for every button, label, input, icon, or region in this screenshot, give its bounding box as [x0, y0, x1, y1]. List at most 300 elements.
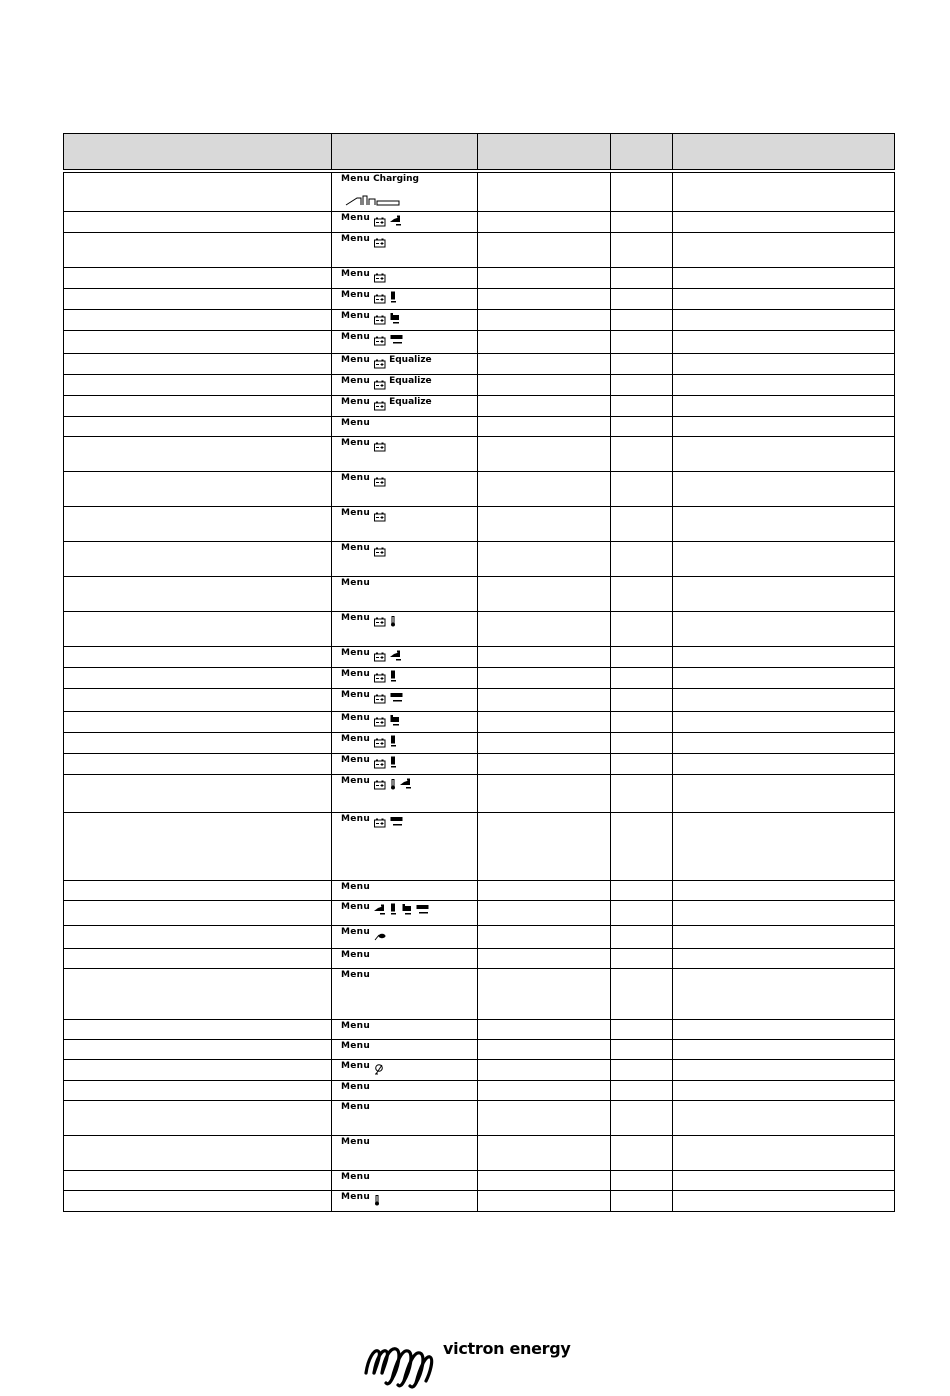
- menu-label: Menu: [341, 174, 371, 184]
- default-cell: [611, 577, 673, 612]
- default-cell: [611, 268, 673, 289]
- float-icon: [402, 903, 412, 921]
- notes-cell: [673, 417, 895, 437]
- description-cell: [64, 289, 332, 310]
- settings-table: [63, 133, 895, 1212]
- menu-label: Menu: [341, 269, 371, 279]
- range-cell: [478, 1060, 611, 1081]
- description-cell: [64, 1171, 332, 1191]
- menu-label: Menu: [341, 397, 371, 407]
- range-cell: [478, 775, 611, 813]
- menu-cell: [332, 813, 478, 881]
- battery-icon: [374, 377, 386, 395]
- storage-icon: [390, 815, 404, 833]
- range-cell: [478, 173, 611, 212]
- menu-cell: [332, 926, 478, 949]
- table-row: [64, 310, 895, 331]
- thermometer-icon: [390, 614, 396, 632]
- notes-cell: [673, 289, 895, 310]
- description-cell: [64, 689, 332, 712]
- menu-cell: [332, 881, 478, 901]
- notes-cell: [673, 1081, 895, 1101]
- table-row: [64, 712, 895, 733]
- absorption-icon: [390, 291, 398, 309]
- table-row: [64, 1081, 895, 1101]
- menu-label: Menu: [341, 508, 371, 518]
- table-row: [64, 1060, 895, 1081]
- storage-icon: [390, 691, 404, 709]
- battery-icon: [374, 670, 386, 688]
- float-icon: [390, 714, 400, 732]
- description-cell: [64, 775, 332, 813]
- menu-cell: [332, 212, 478, 233]
- table-row: [64, 212, 895, 233]
- table-row: [64, 668, 895, 689]
- default-cell: [611, 212, 673, 233]
- absorption-icon: [390, 735, 398, 753]
- menu-label: Menu: [341, 1082, 371, 1092]
- plug-icon: [374, 1062, 384, 1080]
- range-cell: [478, 472, 611, 507]
- description-cell: [64, 212, 332, 233]
- notes-cell: [673, 712, 895, 733]
- description-cell: [64, 668, 332, 689]
- description-cell: [64, 1101, 332, 1136]
- lithium-icon: [390, 214, 402, 232]
- notes-cell: [673, 689, 895, 712]
- battery-icon: [374, 439, 386, 457]
- description-cell: [64, 354, 332, 375]
- battery-icon: [374, 312, 386, 330]
- header-cell-notes: [673, 134, 895, 170]
- header-cell-range: [478, 134, 611, 170]
- table-row: [64, 1171, 895, 1191]
- default-cell: [611, 1171, 673, 1191]
- range-cell: [478, 437, 611, 472]
- menu-label: Menu: [341, 355, 371, 365]
- range-cell: [478, 668, 611, 689]
- notes-cell: [673, 1020, 895, 1040]
- menu-cell: [332, 173, 478, 212]
- menu-cell: [332, 289, 478, 310]
- menu-label: Menu: [341, 418, 371, 428]
- table-row: [64, 1020, 895, 1040]
- battery-icon: [374, 356, 386, 374]
- battery-icon: [374, 398, 386, 416]
- description-cell: [64, 1060, 332, 1081]
- notes-cell: [673, 1040, 895, 1060]
- menu-cell: [332, 647, 478, 668]
- default-cell: [611, 1060, 673, 1081]
- menu-cell: [332, 472, 478, 507]
- menu-sub-label: Charging: [373, 174, 419, 184]
- notes-cell: [673, 949, 895, 969]
- default-cell: [611, 901, 673, 926]
- default-cell: [611, 507, 673, 542]
- table-row: [64, 926, 895, 949]
- menu-label: Menu: [341, 927, 371, 937]
- table-row: [64, 1101, 895, 1136]
- default-cell: [611, 1020, 673, 1040]
- default-cell: [611, 689, 673, 712]
- range-cell: [478, 969, 611, 1020]
- battery-icon: [374, 714, 386, 732]
- default-cell: [611, 1101, 673, 1136]
- battery-icon: [374, 333, 386, 351]
- notes-cell: [673, 577, 895, 612]
- table-row: [64, 775, 895, 813]
- lithium-icon: [390, 649, 402, 667]
- menu-label: Menu: [341, 332, 371, 342]
- range-cell: [478, 1136, 611, 1171]
- notes-cell: [673, 268, 895, 289]
- notes-cell: [673, 396, 895, 417]
- table-row: [64, 689, 895, 712]
- battery-icon: [374, 691, 386, 709]
- description-cell: [64, 733, 332, 754]
- notes-cell: [673, 881, 895, 901]
- description-cell: [64, 926, 332, 949]
- table-row: [64, 289, 895, 310]
- table-row: [64, 472, 895, 507]
- battery-icon: [374, 614, 386, 632]
- absorption-icon: [390, 903, 398, 921]
- menu-label: Menu: [341, 438, 371, 448]
- default-cell: [611, 310, 673, 331]
- menu-cell: [332, 396, 478, 417]
- notes-cell: [673, 1171, 895, 1191]
- menu-label: Menu: [341, 1061, 371, 1071]
- menu-cell: [332, 354, 478, 375]
- description-cell: [64, 813, 332, 881]
- default-cell: [611, 331, 673, 354]
- table-row: [64, 354, 895, 375]
- table-row: [64, 647, 895, 668]
- default-cell: [611, 647, 673, 668]
- notes-cell: [673, 733, 895, 754]
- menu-cell: [332, 775, 478, 813]
- menu-cell: [332, 1136, 478, 1171]
- default-cell: [611, 926, 673, 949]
- battery-icon: [374, 509, 386, 527]
- range-cell: [478, 1171, 611, 1191]
- menu-label: Menu: [341, 734, 371, 744]
- description-cell: [64, 1081, 332, 1101]
- menu-label: Menu: [341, 1102, 371, 1112]
- menu-label: Menu: [341, 882, 371, 892]
- battery-icon: [374, 756, 386, 774]
- storage-icon: [416, 903, 430, 921]
- default-cell: [611, 754, 673, 775]
- menu-label: Menu: [341, 690, 371, 700]
- table-row: [64, 733, 895, 754]
- menu-label: Menu: [341, 473, 371, 483]
- battery-icon: [374, 649, 386, 667]
- menu-cell: [332, 901, 478, 926]
- table-header-row: [64, 134, 895, 170]
- table-row: [64, 375, 895, 396]
- notes-cell: [673, 1136, 895, 1171]
- range-cell: [478, 754, 611, 775]
- range-cell: [478, 331, 611, 354]
- table-row: [64, 881, 895, 901]
- table-row: [64, 969, 895, 1020]
- table-row: [64, 949, 895, 969]
- pen-icon: [374, 928, 386, 946]
- range-cell: [478, 813, 611, 881]
- notes-cell: [673, 813, 895, 881]
- menu-label: Menu: [341, 376, 371, 386]
- range-cell: [478, 1101, 611, 1136]
- table-row: [64, 268, 895, 289]
- description-cell: [64, 233, 332, 268]
- range-cell: [478, 310, 611, 331]
- battery-icon: [374, 214, 386, 232]
- description-cell: [64, 417, 332, 437]
- default-cell: [611, 712, 673, 733]
- battery-icon: [374, 777, 386, 795]
- menu-cell: [332, 577, 478, 612]
- notes-cell: [673, 1191, 895, 1212]
- description-cell: [64, 375, 332, 396]
- default-cell: [611, 354, 673, 375]
- absorption-icon: [390, 756, 398, 774]
- battery-icon: [374, 735, 386, 753]
- menu-cell: [332, 612, 478, 647]
- default-cell: [611, 289, 673, 310]
- menu-cell: [332, 1101, 478, 1136]
- notes-cell: [673, 310, 895, 331]
- charge-curve-icon: [345, 193, 401, 211]
- description-cell: [64, 901, 332, 926]
- range-cell: [478, 733, 611, 754]
- notes-cell: [673, 173, 895, 212]
- menu-cell: [332, 668, 478, 689]
- default-cell: [611, 813, 673, 881]
- menu-cell: [332, 1040, 478, 1060]
- menu-cell: [332, 949, 478, 969]
- menu-label: Menu: [341, 648, 371, 658]
- default-cell: [611, 1191, 673, 1212]
- notes-cell: [673, 969, 895, 1020]
- description-cell: [64, 1191, 332, 1212]
- menu-label: Menu: [341, 578, 371, 588]
- range-cell: [478, 612, 611, 647]
- float-icon: [390, 312, 400, 330]
- notes-cell: [673, 437, 895, 472]
- table-row: [64, 901, 895, 926]
- notes-cell: [673, 668, 895, 689]
- menu-label: Menu: [341, 234, 371, 244]
- range-cell: [478, 949, 611, 969]
- range-cell: [478, 1081, 611, 1101]
- table-row: [64, 754, 895, 775]
- description-cell: [64, 647, 332, 668]
- menu-cell: [332, 542, 478, 577]
- table-row: [64, 813, 895, 881]
- range-cell: [478, 233, 611, 268]
- menu-label: Menu: [341, 814, 371, 824]
- menu-cell: [332, 733, 478, 754]
- battery-icon: [374, 815, 386, 833]
- description-cell: [64, 331, 332, 354]
- thermometer-icon: [390, 777, 396, 795]
- description-cell: [64, 268, 332, 289]
- default-cell: [611, 949, 673, 969]
- range-cell: [478, 881, 611, 901]
- menu-cell: [332, 754, 478, 775]
- notes-cell: [673, 926, 895, 949]
- menu-cell: [332, 437, 478, 472]
- description-cell: [64, 712, 332, 733]
- menu-cell: [332, 233, 478, 268]
- notes-cell: [673, 1060, 895, 1081]
- menu-sub-label: Equalize: [389, 376, 432, 386]
- notes-cell: [673, 233, 895, 268]
- description-cell: [64, 396, 332, 417]
- description-cell: [64, 881, 332, 901]
- table-row: [64, 1191, 895, 1212]
- menu-cell: [332, 310, 478, 331]
- default-cell: [611, 1136, 673, 1171]
- notes-cell: [673, 901, 895, 926]
- table-row: [64, 612, 895, 647]
- table-row: [64, 396, 895, 417]
- victron-swirl-logo-icon: [362, 1339, 438, 1389]
- description-cell: [64, 173, 332, 212]
- notes-cell: [673, 354, 895, 375]
- default-cell: [611, 1081, 673, 1101]
- notes-cell: [673, 1101, 895, 1136]
- menu-cell: [332, 1060, 478, 1081]
- lithium-icon: [400, 777, 412, 795]
- absorption-icon: [390, 670, 398, 688]
- description-cell: [64, 949, 332, 969]
- range-cell: [478, 507, 611, 542]
- menu-label: Menu: [341, 950, 371, 960]
- default-cell: [611, 775, 673, 813]
- battery-icon: [374, 270, 386, 288]
- description-cell: [64, 612, 332, 647]
- header-cell-menu: [332, 134, 478, 170]
- range-cell: [478, 1020, 611, 1040]
- menu-cell: [332, 331, 478, 354]
- menu-label: Menu: [341, 543, 371, 553]
- menu-cell: [332, 268, 478, 289]
- description-cell: [64, 472, 332, 507]
- range-cell: [478, 901, 611, 926]
- menu-label: Menu: [341, 970, 371, 980]
- default-cell: [611, 542, 673, 577]
- menu-cell: [332, 417, 478, 437]
- menu-label: Menu: [341, 290, 371, 300]
- notes-cell: [673, 542, 895, 577]
- menu-cell: [332, 375, 478, 396]
- notes-cell: [673, 647, 895, 668]
- battery-icon: [374, 291, 386, 309]
- range-cell: [478, 417, 611, 437]
- description-cell: [64, 969, 332, 1020]
- menu-cell: [332, 1191, 478, 1212]
- table-row: [64, 437, 895, 472]
- notes-cell: [673, 331, 895, 354]
- range-cell: [478, 375, 611, 396]
- range-cell: [478, 712, 611, 733]
- notes-cell: [673, 375, 895, 396]
- notes-cell: [673, 775, 895, 813]
- notes-cell: [673, 212, 895, 233]
- header-cell-default: [611, 134, 673, 170]
- lithium-icon: [374, 903, 386, 921]
- range-cell: [478, 542, 611, 577]
- menu-cell: [332, 1171, 478, 1191]
- description-cell: [64, 577, 332, 612]
- battery-icon: [374, 474, 386, 492]
- menu-cell: [332, 969, 478, 1020]
- menu-label: Menu: [341, 213, 371, 223]
- menu-label: Menu: [341, 311, 371, 321]
- menu-label: Menu: [341, 713, 371, 723]
- menu-label: Menu: [341, 902, 371, 912]
- menu-sub-label: Equalize: [389, 355, 432, 365]
- default-cell: [611, 733, 673, 754]
- description-cell: [64, 1040, 332, 1060]
- table-row: [64, 331, 895, 354]
- table-row: [64, 577, 895, 612]
- menu-label: Menu: [341, 1192, 371, 1202]
- notes-cell: [673, 754, 895, 775]
- storage-icon: [390, 333, 404, 351]
- description-cell: [64, 507, 332, 542]
- default-cell: [611, 375, 673, 396]
- menu-cell: [332, 1081, 478, 1101]
- default-cell: [611, 612, 673, 647]
- range-cell: [478, 289, 611, 310]
- menu-cell: [332, 712, 478, 733]
- table-row: [64, 507, 895, 542]
- default-cell: [611, 396, 673, 417]
- description-cell: [64, 754, 332, 775]
- table-row: [64, 1136, 895, 1171]
- victron-logo: [362, 1339, 572, 1389]
- range-cell: [478, 689, 611, 712]
- table-row: [64, 1040, 895, 1060]
- default-cell: [611, 668, 673, 689]
- description-cell: [64, 1136, 332, 1171]
- default-cell: [611, 437, 673, 472]
- description-cell: [64, 542, 332, 577]
- header-cell-description: [64, 134, 332, 170]
- range-cell: [478, 396, 611, 417]
- menu-cell: [332, 689, 478, 712]
- range-cell: [478, 577, 611, 612]
- table-body: [64, 170, 895, 1212]
- menu-label: Menu: [341, 1172, 371, 1182]
- menu-label: Menu: [341, 755, 371, 765]
- range-cell: [478, 212, 611, 233]
- table-row: [64, 542, 895, 577]
- default-cell: [611, 969, 673, 1020]
- menu-sub-label: Equalize: [389, 397, 432, 407]
- description-cell: [64, 310, 332, 331]
- battery-icon: [374, 235, 386, 253]
- menu-cell: [332, 1020, 478, 1040]
- description-cell: [64, 437, 332, 472]
- menu-label: Menu: [341, 1021, 371, 1031]
- table-row: [64, 233, 895, 268]
- range-cell: [478, 1191, 611, 1212]
- default-cell: [611, 173, 673, 212]
